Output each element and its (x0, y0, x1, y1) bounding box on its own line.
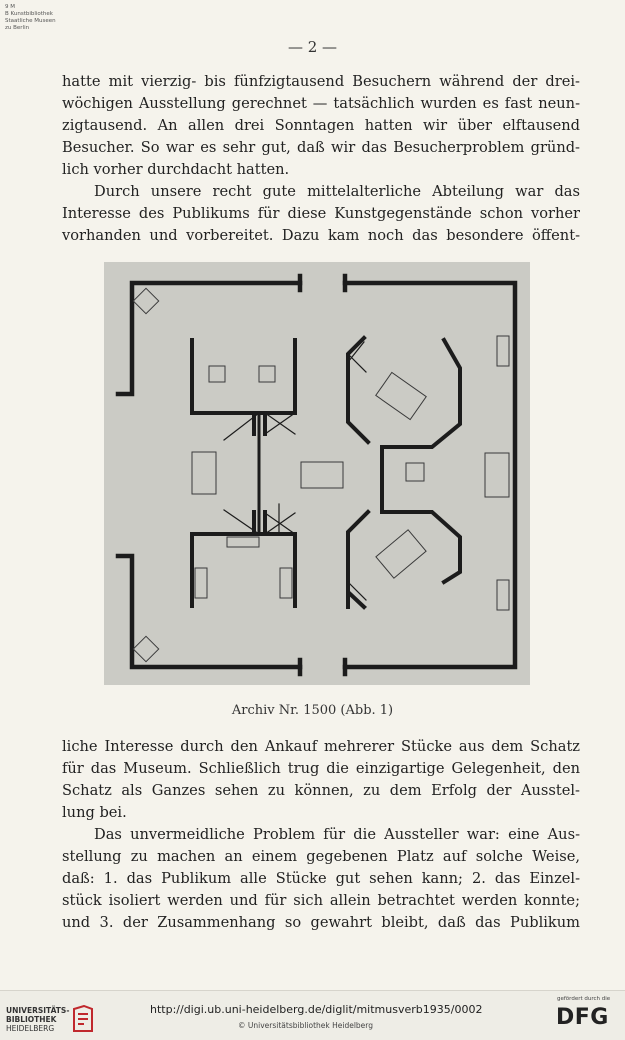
text-line: lung bei. (62, 804, 127, 821)
stamp-line: Staatliche Museen (5, 18, 56, 24)
floor-plan-drawing (104, 262, 530, 685)
text-line: Schatz als Ganzes sehen zu können, zu dem Erfolg der Ausstel- (62, 782, 580, 799)
page-number: — 2 — (287, 38, 338, 56)
library-emblem-icon (72, 1005, 94, 1033)
page-url-link[interactable]: http://digi.ub.uni-heidelberg.de/diglit/mitmusverb1935/0002 (150, 1003, 483, 1016)
copyright-notice: © Universitätsbibliothek Heidelberg (238, 1021, 374, 1030)
text-line: hatte mit vierzig- bis fünfzigtausend Besuchern während der drei- (62, 73, 580, 90)
text-line: Durch unsere recht gute mittelalterliche Abteilung war das (94, 183, 580, 200)
text-line: stellung zu machen an einem gegebenen Platz auf solche Weise, (62, 848, 580, 865)
logo-text (6, 1006, 69, 1033)
right-lower-octagon (348, 500, 460, 607)
right-upper-octagon (348, 338, 460, 500)
paragraph-2 (62, 181, 580, 247)
text-line: zigtausend. An allen drei Sonntagen hatten wir über elftausend (62, 117, 580, 134)
paragraph-3 (62, 736, 580, 824)
logo-line: HEIDELBERG (6, 1023, 55, 1033)
text-line: Besucher. So war es sehr gut, daß wir das Besucherproblem gründ- (62, 139, 580, 156)
stamp-line: B Kunstbibliothek (5, 11, 53, 17)
text-line: vorhanden und vorbereitet. Dazu kam noch das besondere öffent- (62, 227, 580, 244)
text-line: Interesse des Publikums für diese Kunstgegenstände schon vorher (62, 205, 580, 222)
stamp-line: zu Berlin (5, 25, 30, 31)
heidelberg-library-logo[interactable] (6, 1005, 94, 1033)
text-line: und 3. der Zusammenhang so gewahrt bleibt, daß das Publikum (62, 914, 580, 931)
dfg-logo[interactable]: DFG (556, 1005, 609, 1030)
logo-line: BIBLIOTHEK (6, 1014, 57, 1024)
logo-line: UNIVERSITÄTS- (6, 1005, 70, 1015)
text-line: daß: 1. das Publikum alle Stücke gut sehen kann; 2. das Einzel- (62, 870, 580, 887)
paragraph-4 (62, 824, 580, 934)
text-line: liche Interesse durch den Ankauf mehrerer Stücke aus dem Schatz (62, 738, 580, 755)
text-line: Das unvermeidliche Problem für die Aussteller war: eine Aus- (94, 826, 580, 843)
stamp-line: 9 M (5, 4, 15, 10)
floor-plan-figure (104, 262, 530, 685)
text-line: lich vorher durchdacht hatten. (62, 161, 290, 178)
text-line: wöchigen Ausstellung gerechnet — tatsächlich wurden es fast neun- (62, 95, 580, 112)
outer-walls (118, 276, 515, 674)
left-upper-room (192, 340, 295, 434)
paragraph-1 (62, 71, 580, 181)
text-line: für das Museum. Schließlich trug die einzigartige Gelegenheit, den (62, 760, 580, 777)
display-cases (133, 288, 509, 661)
library-stamp (5, 4, 56, 32)
text-line: stück isoliert werden und für sich allein betrachtet werden konnte; (62, 892, 580, 909)
funding-note: gefördert durch die (557, 996, 611, 1002)
figure-caption: Archiv Nr. 1500 (Abb. 1) (231, 703, 394, 718)
